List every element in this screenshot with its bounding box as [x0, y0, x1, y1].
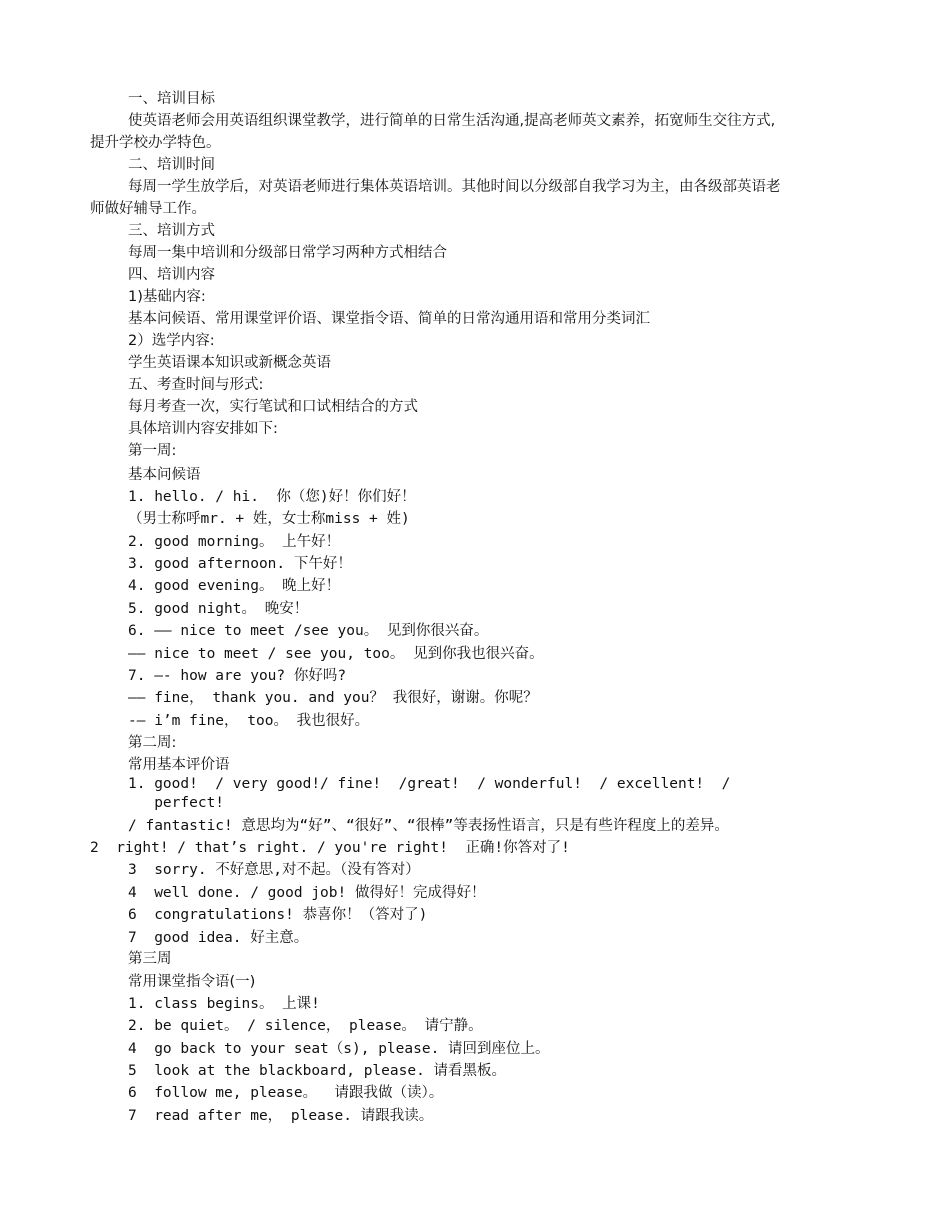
section-title: 常用基本评价语 [128, 757, 230, 773]
week-heading: 第二周: [128, 735, 177, 751]
paragraph-line: 2）选学内容: [128, 333, 215, 349]
list-item: 4 well done. / good job! 做得好！完成得好！ [128, 885, 486, 901]
paragraph-line: 学生英语课本知识或新概念英语 [128, 355, 331, 371]
list-item: 6 congratulations! 恭喜你！（答对了) [128, 907, 428, 923]
list-item: 3 sorry. 不好意思,对不起。（没有答对） [128, 862, 420, 878]
paragraph-line: 每周一学生放学后，对英语老师进行集体英语培训。其他时间以分级部自我学习为主，由各级部英语老 [128, 179, 781, 195]
list-item: / fantastic! 意思均为“好”、“很好”、“很棒”等表扬性语言，只是有些许程度上的差异。 [128, 818, 729, 834]
paragraph-line: 提升学校办学特色。 [90, 135, 221, 151]
list-item: 6. —— nice to meet /see you。 见到你很兴奋。 [128, 623, 489, 639]
paragraph-line: 基本问候语、常用课堂评价语、课堂指令语、简单的日常沟通用语和常用分类词汇 [128, 311, 650, 327]
list-item: 4. good evening。 晚上好！ [128, 578, 341, 594]
list-item: 7. —- how are you? 你好吗? [128, 668, 347, 684]
section-title: 基本问候语 [128, 467, 201, 483]
list-item: 3. good afternoon. 下午好！ [128, 556, 352, 572]
list-item: 7 read after me， please. 请跟我读。 [128, 1108, 434, 1124]
paragraph-line: 具体培训内容安排如下: [128, 421, 278, 437]
list-item: 5 look at the blackboard, please. 请看黑板。 [128, 1063, 507, 1079]
list-item: —— nice to meet / see you, too。 见到你我也很兴奋。 [128, 646, 544, 662]
list-item: 2 right! / that’s right. / you're right! 正确!你答对了! [90, 840, 570, 856]
list-item: 1. class begins。 上课! [128, 996, 320, 1012]
list-item: -— i’m fine， too。 我也很好。 [128, 713, 370, 729]
paragraph-line: 1)基础内容: [128, 289, 206, 305]
list-item: 2. good morning。 上午好！ [128, 534, 341, 550]
list-item: 1. good! / very good!/ fine! /great! / wonderful! / excellent! / [128, 776, 731, 792]
list-item: —— fine， thank you. and you？ 我很好，谢谢。你呢？ [128, 690, 538, 706]
paragraph-line: 使英语老师会用英语组织课堂教学，进行简单的日常生活沟通,提高老师英文素养，拓宽师生交往方式, [128, 113, 776, 129]
week-heading: 第一周: [128, 443, 177, 459]
paragraph-line: 师做好辅导工作。 [90, 201, 206, 217]
section-title: 常用课堂指令语(一) [128, 974, 256, 990]
list-item: 2. be quiet。 / silence， please。 请宁静。 [128, 1018, 483, 1034]
heading-training-method: 三、培训方式 [128, 223, 215, 239]
heading-training-time: 二、培训时间 [128, 157, 215, 173]
list-item-note: （男士称呼mr. + 姓，女士称miss + 姓) [128, 511, 410, 527]
list-item: 4 go back to your seat（s), please. 请回到座位上。 [128, 1041, 550, 1057]
list-item: 7 good idea. 好主意。 [128, 930, 309, 946]
list-item: 5. good night。 晚安！ [128, 601, 309, 617]
list-item: perfect! [128, 795, 225, 811]
heading-training-content: 四、培训内容 [128, 267, 215, 283]
paragraph-line: 每月考查一次，实行笔试和口试相结合的方式 [128, 399, 418, 415]
list-item: 6 follow me, please。 请跟我做（读）。 [128, 1085, 444, 1101]
heading-exam: 五、考查时间与形式: [128, 377, 264, 393]
list-item: 1. hello. / hi. 你（您)好！你们好！ [128, 489, 416, 505]
week-heading: 第三周 [128, 951, 172, 967]
heading-training-goal: 一、培训目标 [128, 91, 215, 107]
paragraph-line: 每周一集中培训和分级部日常学习两种方式相结合 [128, 245, 447, 261]
